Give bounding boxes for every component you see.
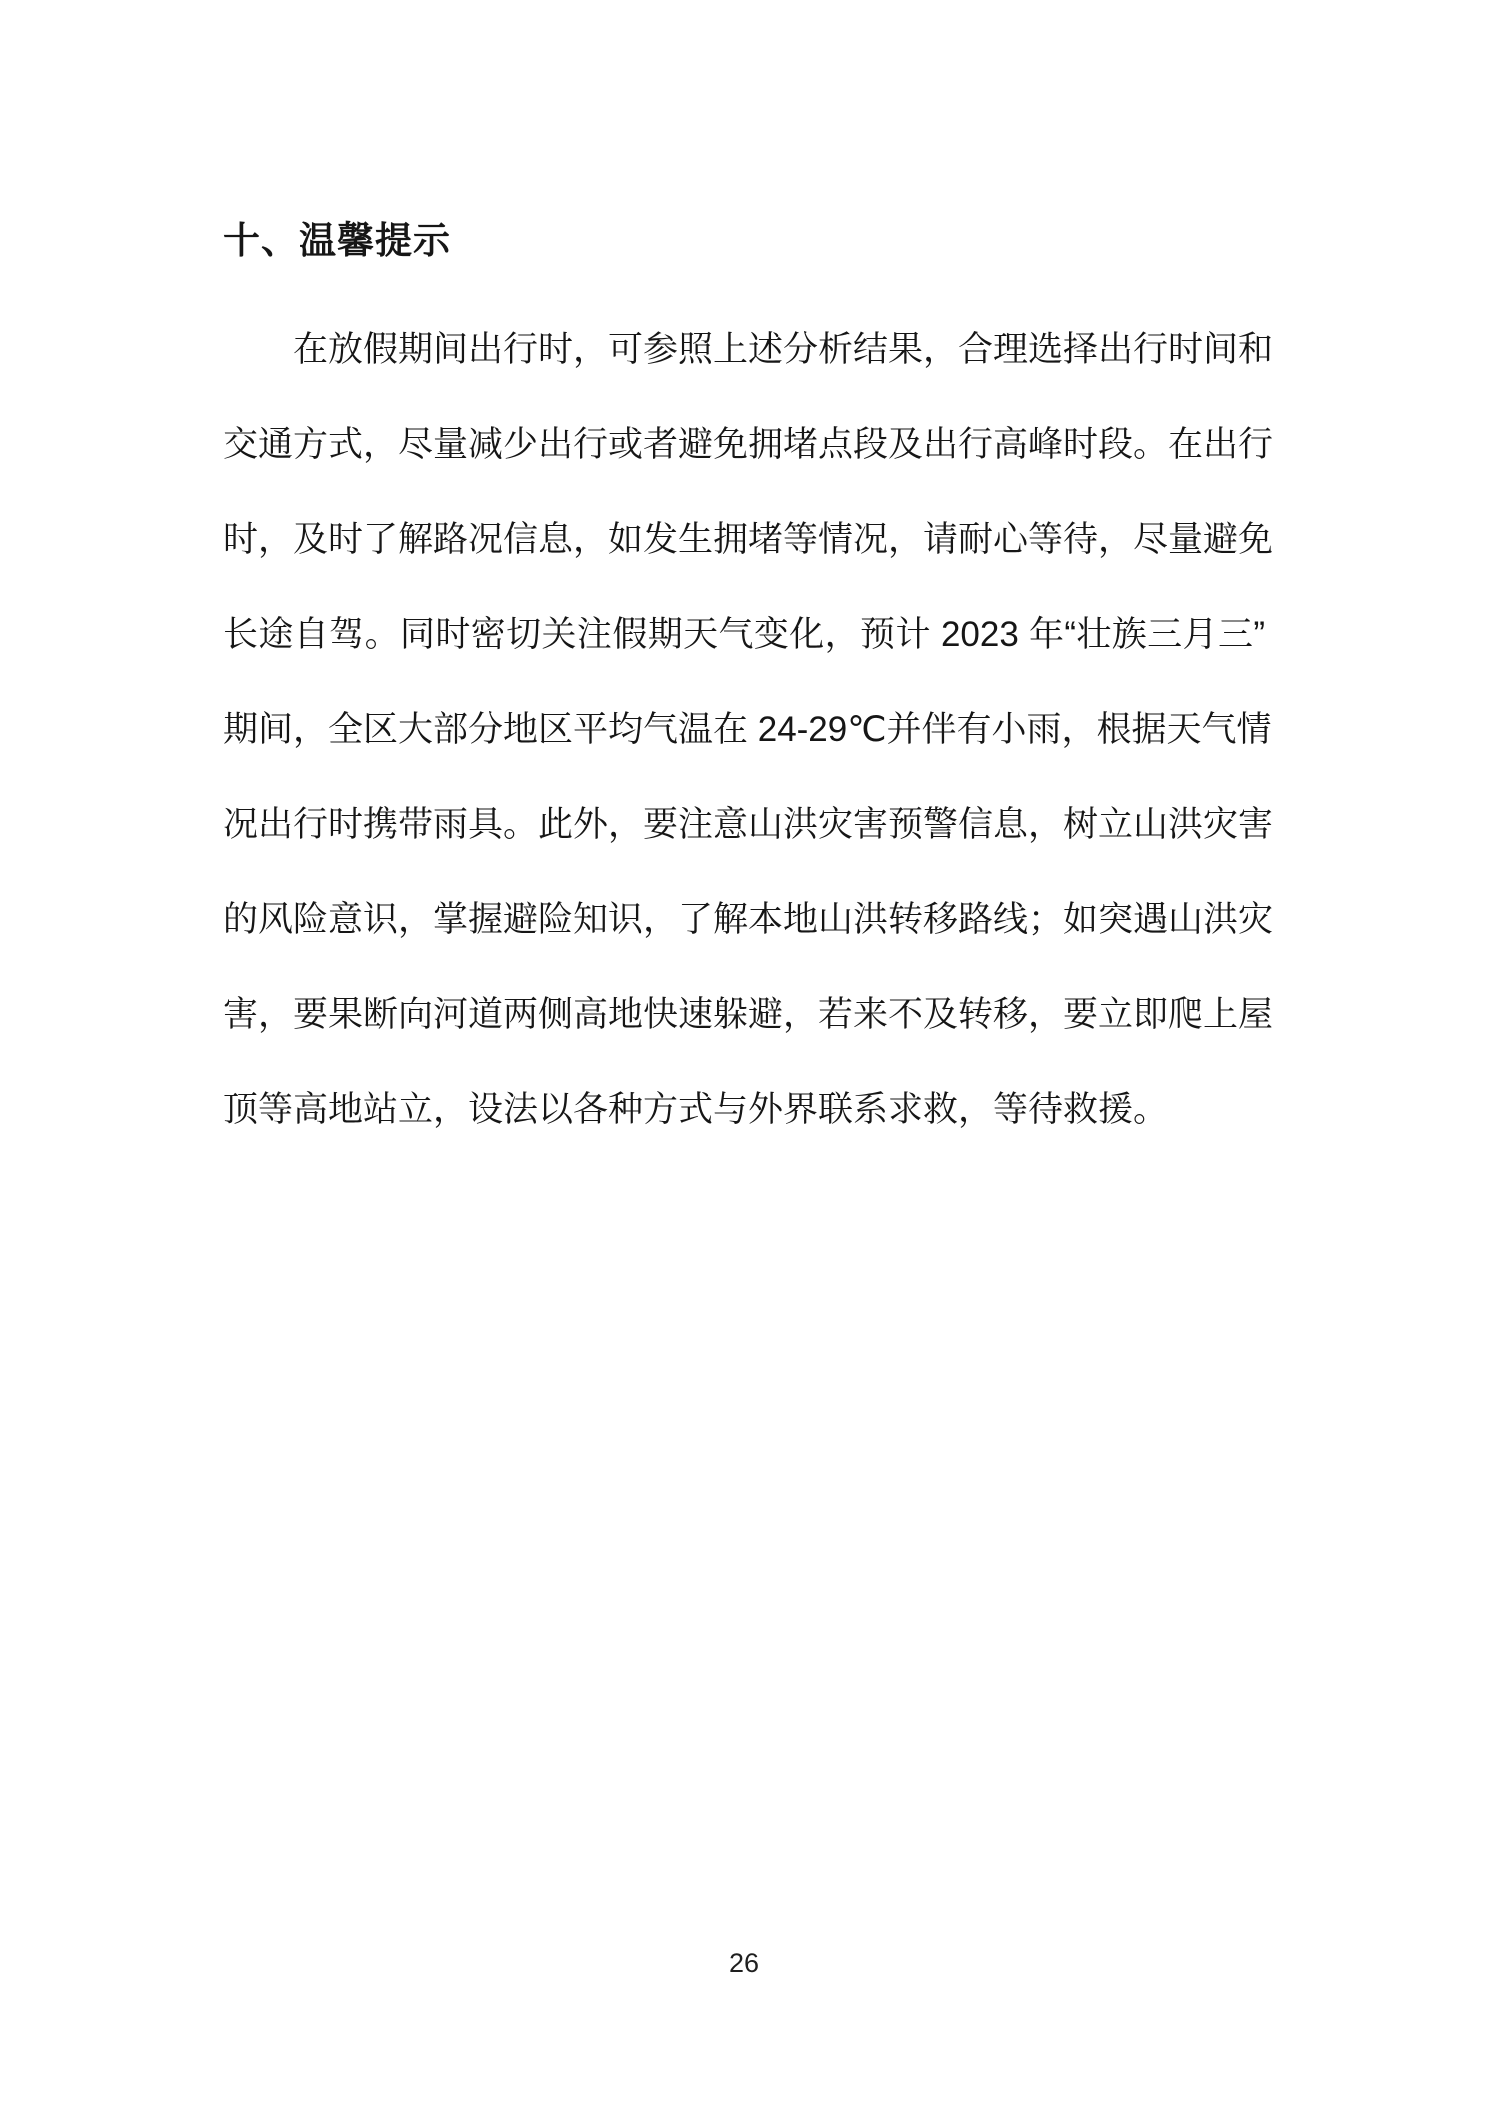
paragraph-line: 交通方式，尽量减少出行或者避免拥堵点段及出行高峰时段。在出行 [223, 425, 1274, 464]
paragraph-line: 长途自驾。同时密切关注假期天气变化，预计 2023 年“壮族三月三” [223, 615, 1265, 654]
paragraph [223, 302, 1274, 1157]
paragraph-line: 时，及时了解路况信息，如发生拥堵等情况，请耐心等待，尽量避免 [223, 520, 1274, 559]
paragraph-line: 害，要果断向河道两侧高地快速躲避，若来不及转移，要立即爬上屋 [223, 995, 1274, 1034]
page-number: 26 [728, 1948, 760, 1978]
paragraph-line: 顶等高地站立，设法以各种方式与外界联系求救，等待救援。 [223, 1090, 1169, 1129]
paragraph-line: 期间，全区大部分地区平均气温在 24-29℃并伴有小雨，根据天气情 [223, 710, 1272, 749]
section-heading: 十、温馨提示 [223, 220, 451, 261]
paragraph-line: 的风险意识，掌握避险知识，了解本地山洪转移路线；如突遇山洪灾 [223, 900, 1274, 939]
paragraph-line: 况出行时携带雨具。此外，要注意山洪灾害预警信息，树立山洪灾害 [223, 805, 1274, 844]
paragraph-line: 在放假期间出行时，可参照上述分析结果，合理选择出行时间和 [293, 330, 1274, 369]
